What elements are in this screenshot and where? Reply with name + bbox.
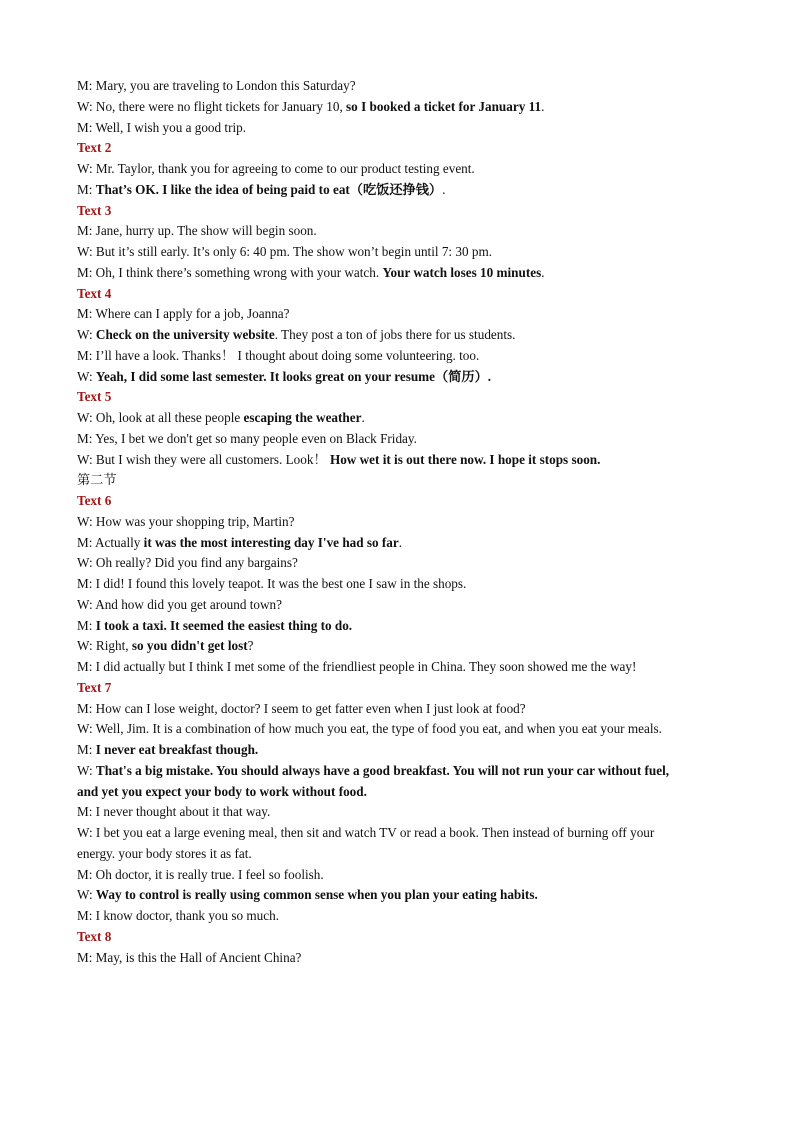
dialogue-line: M: I know doctor, thank you so much.	[77, 908, 280, 923]
dialogue-line: W: Right, so you didn't get lost?	[77, 638, 254, 654]
dialogue-line: M: I took a taxi. It seemed the easiest thing to do.	[77, 617, 353, 633]
dialogue-line: M: May, is this the Hall of Ancient China?	[77, 949, 302, 965]
dialogue-line: W: But I wish they were all customers. Look！ How wet it is out there now. I hope it stops soon.	[77, 451, 601, 467]
key-answer: escaping the weather	[243, 410, 362, 425]
dialogue-line: W: Mr. Taylor, thank you for agreeing to come to our product testing event.	[77, 161, 475, 176]
key-answer: Check on the university website	[95, 327, 275, 342]
key-answer: That’s OK. I like the idea of being paid to eat（吃饭还挣钱）	[95, 181, 443, 197]
dialogue-line: W: How was your shopping trip, Martin?	[77, 513, 295, 529]
section-heading-text-6: Text 6	[77, 493, 112, 508]
section-heading-text-5: Text 5	[77, 389, 112, 405]
dialogue-line: M: Well, I wish you a good trip.	[77, 119, 247, 135]
dialogue-line: W: That's a big mistake. You should always have a good breakfast. You will not run your car without fuel, and yet you expect your body to work without food.	[77, 762, 670, 799]
dialogue-line: M: I did! I found this lovely teapot. It was the best one I saw in the shops.	[77, 576, 467, 591]
dialogue-line: W: But it’s still early. It’s only 6: 40 pm. The show won’t begin until 7: 30 pm.	[77, 244, 493, 259]
dialogue-line: M: Where can I apply for a job, Joanna?	[77, 306, 290, 322]
key-answer: How wet it is out there now. I hope it stops soon.	[329, 451, 601, 467]
dialogue-line: M: Yes, I bet we don't get so many people even on Black Friday.	[77, 430, 417, 446]
section-heading-text-2: Text 2	[77, 140, 112, 156]
dialogue-line: M: I never thought about it that way.	[77, 804, 271, 820]
dialogue-line: W: And how did you get around town?	[77, 596, 282, 612]
section-heading-text-8: Text 8	[77, 928, 112, 944]
dialogue-line: M: Jane, hurry up. The show will begin soon.	[77, 223, 317, 239]
key-answer: so I booked a ticket for January 11	[346, 98, 542, 114]
dialogue-line: W: Oh really? Did you find any bargains?	[77, 555, 298, 571]
key-answer: so you didn't get lost	[131, 638, 248, 654]
part-heading: 第二节	[77, 472, 117, 488]
transcript-page	[77, 76, 677, 968]
key-answer: I never eat breakfast though.	[95, 742, 259, 757]
dialogue-line: W: Check on the university website. They post a ton of jobs there for us students.	[77, 327, 516, 342]
key-answer: it was the most interesting day I've had so far	[143, 534, 399, 550]
key-answer: Yeah, I did some last semester. It looks great on your resume（简历）.	[95, 368, 492, 384]
dialogue-line: M: That’s OK. I like the idea of being paid to eat（吃饭还挣钱）.	[77, 181, 446, 197]
dialogue-line: M: How can I lose weight, doctor? I seem to get fatter even when I just look at food?	[77, 700, 526, 716]
dialogue-line: M: Oh doctor, it is really true. I feel so foolish.	[77, 866, 324, 882]
key-answer: I took a taxi. It seemed the easiest thing to do.	[95, 617, 353, 633]
dialogue-line: W: Way to control is really using common sense when you plan your eating habits.	[77, 887, 538, 903]
key-answer: Way to control is really using common sense when you plan your eating habits.	[95, 887, 538, 903]
dialogue-line: M: I never eat breakfast though.	[77, 742, 259, 757]
dialogue-line: M: I did actually but I think I met some of the friendliest people in China. They soon showed me the way!	[77, 659, 637, 674]
section-heading-text-3: Text 3	[77, 202, 112, 218]
dialogue-line: M: Actually it was the most interesting day I've had so far.	[77, 534, 403, 550]
dialogue-line: M: I’ll have a look. Thanks！ I thought about doing some volunteering. too.	[77, 347, 480, 363]
dialogue-line: M: Oh, I think there’s something wrong with your watch. Your watch loses 10 minutes.	[77, 264, 545, 280]
dialogue-line: M: Mary, you are traveling to London this Saturday?	[77, 78, 356, 93]
key-answer: Your watch loses 10 minutes	[382, 264, 542, 280]
dialogue-line: W: Well, Jim. It is a combination of how much you eat, the type of food you eat, and when you eat your meals.	[77, 721, 662, 737]
section-heading-text-7: Text 7	[77, 679, 112, 695]
dialogue-line: W: No, there were no flight tickets for January 10, so I booked a ticket for January 11.	[77, 98, 545, 114]
dialogue-line: W: I bet you eat a large evening meal, then sit and watch TV or read a book. Then instead of burning off your energy. your body stores it as fat.	[77, 825, 655, 861]
section-heading-text-4: Text 4	[77, 285, 112, 301]
dialogue-line: W: Yeah, I did some last semester. It looks great on your resume（简历）.	[77, 368, 492, 384]
key-answer: That's a big mistake. You should always have a good breakfast. You will not run your car without fuel, and yet you expect your body to work without food.	[77, 762, 670, 799]
dialogue-line: W: Oh, look at all these people escaping the weather.	[77, 410, 365, 425]
